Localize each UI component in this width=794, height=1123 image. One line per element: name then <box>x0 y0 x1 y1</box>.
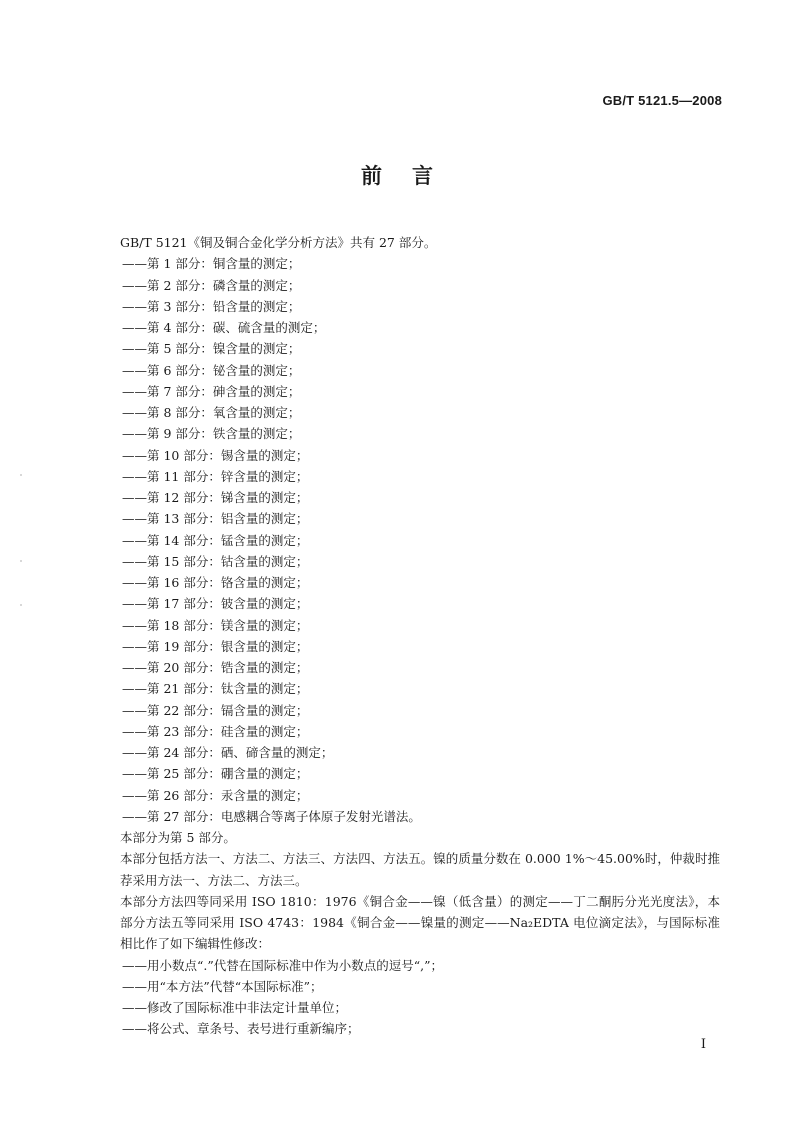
list-item: ——第 6 部分：铋含量的测定； <box>122 362 301 378</box>
intro-line: GB/T 5121《铜及铜合金化学分析方法》共有 27 部分。 <box>120 235 437 250</box>
list-item: ——第 1 部分：铜含量的测定； <box>122 256 301 272</box>
list-item: ——第 24 部分：硒、碲含量的测定； <box>122 745 334 760</box>
scan-mark <box>20 560 22 562</box>
list-item: ——第 9 部分：铁含量的测定； <box>122 426 301 442</box>
list-item: ——第 26 部分：汞含量的测定； <box>122 787 309 803</box>
list-item: ——第 17 部分：铍含量的测定； <box>122 596 309 612</box>
list-item: ——第 21 部分：钛含量的测定； <box>122 681 309 697</box>
scan-mark <box>20 474 22 476</box>
list-item: ——第 15 部分：钴含量的测定； <box>122 553 309 569</box>
list-item: ——用小数点“.”代替在国际标准中作为小数点的逗号“,”； <box>122 957 444 973</box>
document-code: GB/T 5121.5—2008 <box>602 93 722 108</box>
this-part-paragraph: 本部分为第 5 部分。 <box>120 830 236 845</box>
list-item: ——修改了国际标准中非法定计量单位； <box>122 1000 348 1015</box>
scan-mark <box>20 604 22 606</box>
changes-list <box>120 955 720 1040</box>
page-title: 前言 <box>361 164 463 188</box>
methods-paragraph: 本部分包括方法一、方法二、方法三、方法四、方法五。镍的质量分数在 0.000 1%～45.00%时，仲裁时推荐采用方法一、方法二、方法三。 <box>120 851 720 888</box>
list-item: ——第 13 部分：铝含量的测定； <box>122 511 309 527</box>
list-item: ——第 27 部分：电感耦合等离子体原子发射光谱法。 <box>122 808 421 824</box>
list-item: ——第 10 部分：锡含量的测定； <box>122 447 309 463</box>
list-item: ——第 19 部分：银含量的测定； <box>122 638 309 654</box>
list-item: ——第 3 部分：铅含量的测定； <box>122 298 301 314</box>
list-item: ——第 20 部分：锆含量的测定； <box>122 660 309 675</box>
list-item: ——第 18 部分：镁含量的测定； <box>122 617 309 633</box>
list-item: ——第 7 部分：砷含量的测定； <box>122 383 301 399</box>
list-item: ——用“本方法”代替“本国际标准”； <box>122 978 323 994</box>
list-item: ——第 4 部分：碳、硫含量的测定； <box>122 320 326 335</box>
list-item: ——第 2 部分：磷含量的测定； <box>122 277 301 293</box>
equivalence-paragraph: 本部分方法四等同采用 ISO 1810：1976《铜合金——镍（低含量）的测定——丁二酮肟分光光度法》，本部分方法五等同采用 ISO 4743：1984《铜合金——镍量的测定——Na₂EDTA 电位滴定法》，与国际标准相比作了如下编辑性修改： <box>120 893 720 952</box>
list-item: ——第 25 部分：硼含量的测定； <box>122 766 309 782</box>
page-number: I <box>700 1037 706 1052</box>
list-item: ——第 12 部分：锑含量的测定； <box>122 490 309 505</box>
list-item: ——第 16 部分：铬含量的测定； <box>122 575 309 590</box>
list-item: ——第 22 部分：镉含量的测定； <box>122 702 309 718</box>
document-body <box>120 232 720 1040</box>
list-item: ——第 14 部分：锰含量的测定； <box>122 532 309 548</box>
list-item: ——第 23 部分：硅含量的测定； <box>122 723 309 739</box>
parts-list <box>120 253 720 827</box>
list-item: ——第 8 部分：氧含量的测定； <box>122 405 301 420</box>
list-item: ——将公式、章条号、表号进行重新编序； <box>122 1021 360 1037</box>
list-item: ——第 5 部分：镍含量的测定； <box>122 341 301 357</box>
list-item: ——第 11 部分：锌含量的测定； <box>122 468 309 484</box>
